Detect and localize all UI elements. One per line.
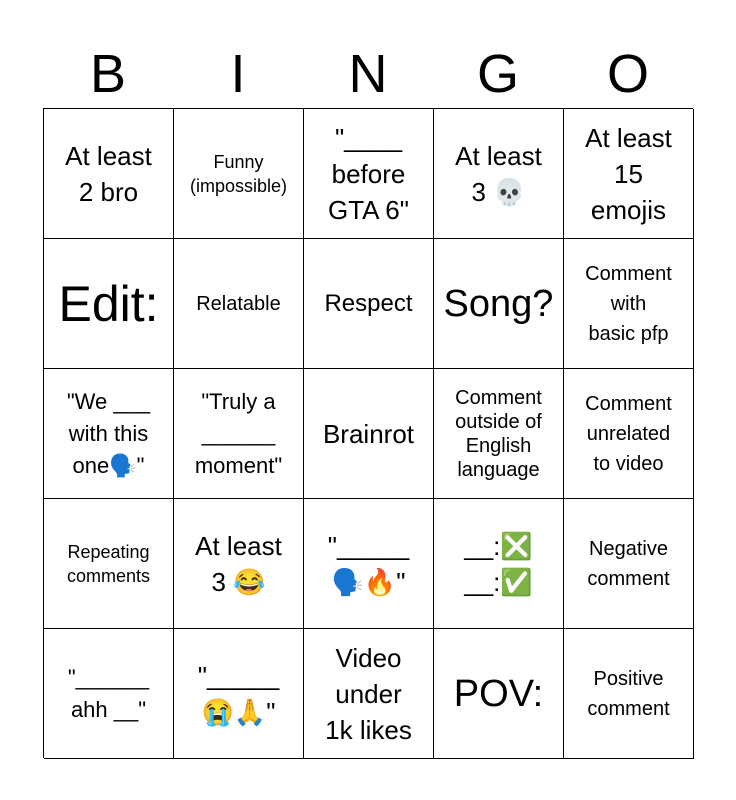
bingo-cell[interactable]: At least 3 💀 (434, 109, 564, 239)
header-letter-g: G (476, 44, 519, 104)
bingo-cell[interactable]: Negative comment (564, 499, 694, 629)
bingo-cell[interactable]: Positive comment (564, 629, 694, 759)
bingo-cell[interactable]: Edit: (44, 239, 174, 369)
header-letter-o: O (606, 44, 649, 104)
bingo-cell[interactable]: Comment unrelated to video (564, 369, 694, 499)
bingo-cell[interactable]: At least 3 😂 (174, 499, 304, 629)
bingo-cell[interactable]: At least 2 bro (44, 109, 174, 239)
bingo-cell[interactable]: __:❎ __:✅ (434, 499, 564, 629)
bingo-cell[interactable]: Relatable (174, 239, 304, 369)
bingo-cell[interactable]: Respect (304, 239, 434, 369)
bingo-cell[interactable]: At least 15 emojis (564, 109, 694, 239)
bingo-cell[interactable]: "We ___ with this one🗣️" (44, 369, 174, 499)
header-letter-b: B (89, 44, 127, 104)
bingo-cell[interactable]: Funny (impossible) (174, 109, 304, 239)
bingo-cell[interactable]: Repeating comments (44, 499, 174, 629)
bingo-cell[interactable]: "Truly a ______ moment" (174, 369, 304, 499)
bingo-header (43, 40, 693, 108)
header-letter-i: I (230, 44, 246, 104)
bingo-cell[interactable]: Brainrot (304, 369, 434, 499)
bingo-cell[interactable]: Comment with basic pfp (564, 239, 694, 369)
bingo-cell[interactable]: "_____ 🗣️🔥" (304, 499, 434, 629)
bingo-cell[interactable]: Video under 1k likes (304, 629, 434, 759)
bingo-cell[interactable]: POV: (434, 629, 564, 759)
bingo-cell[interactable]: Comment outside of English language (434, 369, 564, 499)
bingo-cell[interactable]: "____ before GTA 6" (304, 109, 434, 239)
bingo-board (43, 108, 693, 758)
bingo-cell[interactable]: Song? (434, 239, 564, 369)
header-letter-n: N (348, 44, 388, 104)
bingo-cell[interactable]: "______ ahh __" (44, 629, 174, 759)
bingo-cell[interactable]: "_____ 😭🙏" (174, 629, 304, 759)
